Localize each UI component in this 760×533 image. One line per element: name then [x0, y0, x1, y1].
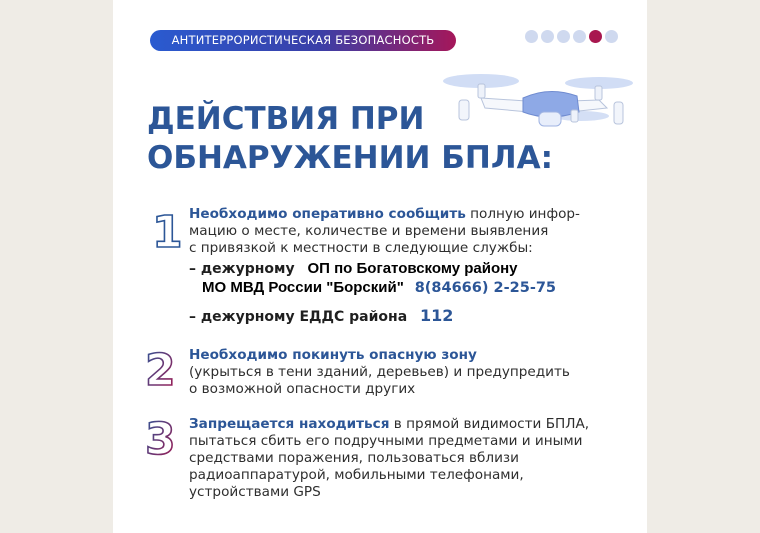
- service-duty-edds: [189, 306, 453, 325]
- step-3-highlight: Запрещается находиться: [189, 416, 390, 432]
- service-phone[interactable]: 8(84666) 2-25-75: [414, 280, 557, 296]
- page-title: [147, 100, 553, 178]
- step-2-line: о возможной опасности других: [189, 381, 416, 397]
- info-card: [113, 0, 647, 533]
- service-phone-112[interactable]: 112: [420, 306, 454, 325]
- step-2-text: [189, 347, 570, 398]
- service-prefix: – дежурному ЕДДС района: [189, 309, 408, 325]
- title-line-2: ОБНАРУЖЕНИИ БПЛА:: [147, 140, 553, 176]
- step-3-line: средствами поражения, пользоваться вблизи: [189, 450, 520, 466]
- step-2-highlight: Необходимо покинуть опасную зону: [189, 347, 477, 363]
- pagination-dot[interactable]: [605, 30, 618, 43]
- step-1-line: полную инфор-: [465, 206, 580, 222]
- step-1-text: [189, 206, 580, 257]
- step-3-line: пытаться сбить его подручными предметами и иными: [189, 433, 583, 449]
- service-duty-police: [189, 260, 518, 277]
- service-name-line-1: ОП по Богатовскому району: [307, 260, 518, 277]
- step-number-3: [143, 412, 179, 460]
- svg-text:2: 2: [145, 345, 176, 391]
- step-3-line: радиоаппаратурой, мобильными телефонами,: [189, 467, 524, 483]
- step-1-line: с привязкой к местности в следующие службы:: [189, 240, 533, 256]
- pagination-dot[interactable]: [557, 30, 570, 43]
- step-number-2: [143, 343, 179, 391]
- pagination-dot-active[interactable]: [589, 30, 602, 43]
- step-3-line: устройствами GPS: [189, 484, 321, 500]
- pagination-dot[interactable]: [541, 30, 554, 43]
- step-3-line: в прямой видимости БПЛА,: [389, 416, 590, 432]
- title-line-1: ДЕЙСТВИЯ ПРИ: [147, 101, 425, 137]
- step-2-line: (укрыться в тени зданий, деревьев) и предупредить: [189, 364, 570, 380]
- pagination-dot[interactable]: [573, 30, 586, 43]
- service-duty-police-line-2: [202, 279, 556, 296]
- pagination-dot[interactable]: [525, 30, 538, 43]
- svg-text:3: 3: [145, 414, 176, 460]
- pagination-dots: [525, 30, 618, 43]
- step-3-text: [189, 416, 589, 501]
- step-number-1: [148, 207, 184, 255]
- svg-text:1: 1: [152, 207, 183, 255]
- service-name-line-2: МО МВД России "Борский": [202, 279, 404, 296]
- service-prefix: – дежурному: [189, 261, 295, 277]
- step-1-highlight: Необходимо оперативно сообщить: [189, 206, 466, 222]
- topic-badge: АНТИТЕРРОРИСТИЧЕСКАЯ БЕЗОПАСНОСТЬ: [150, 30, 456, 51]
- step-1-line: мацию о месте, количестве и времени выявления: [189, 223, 549, 239]
